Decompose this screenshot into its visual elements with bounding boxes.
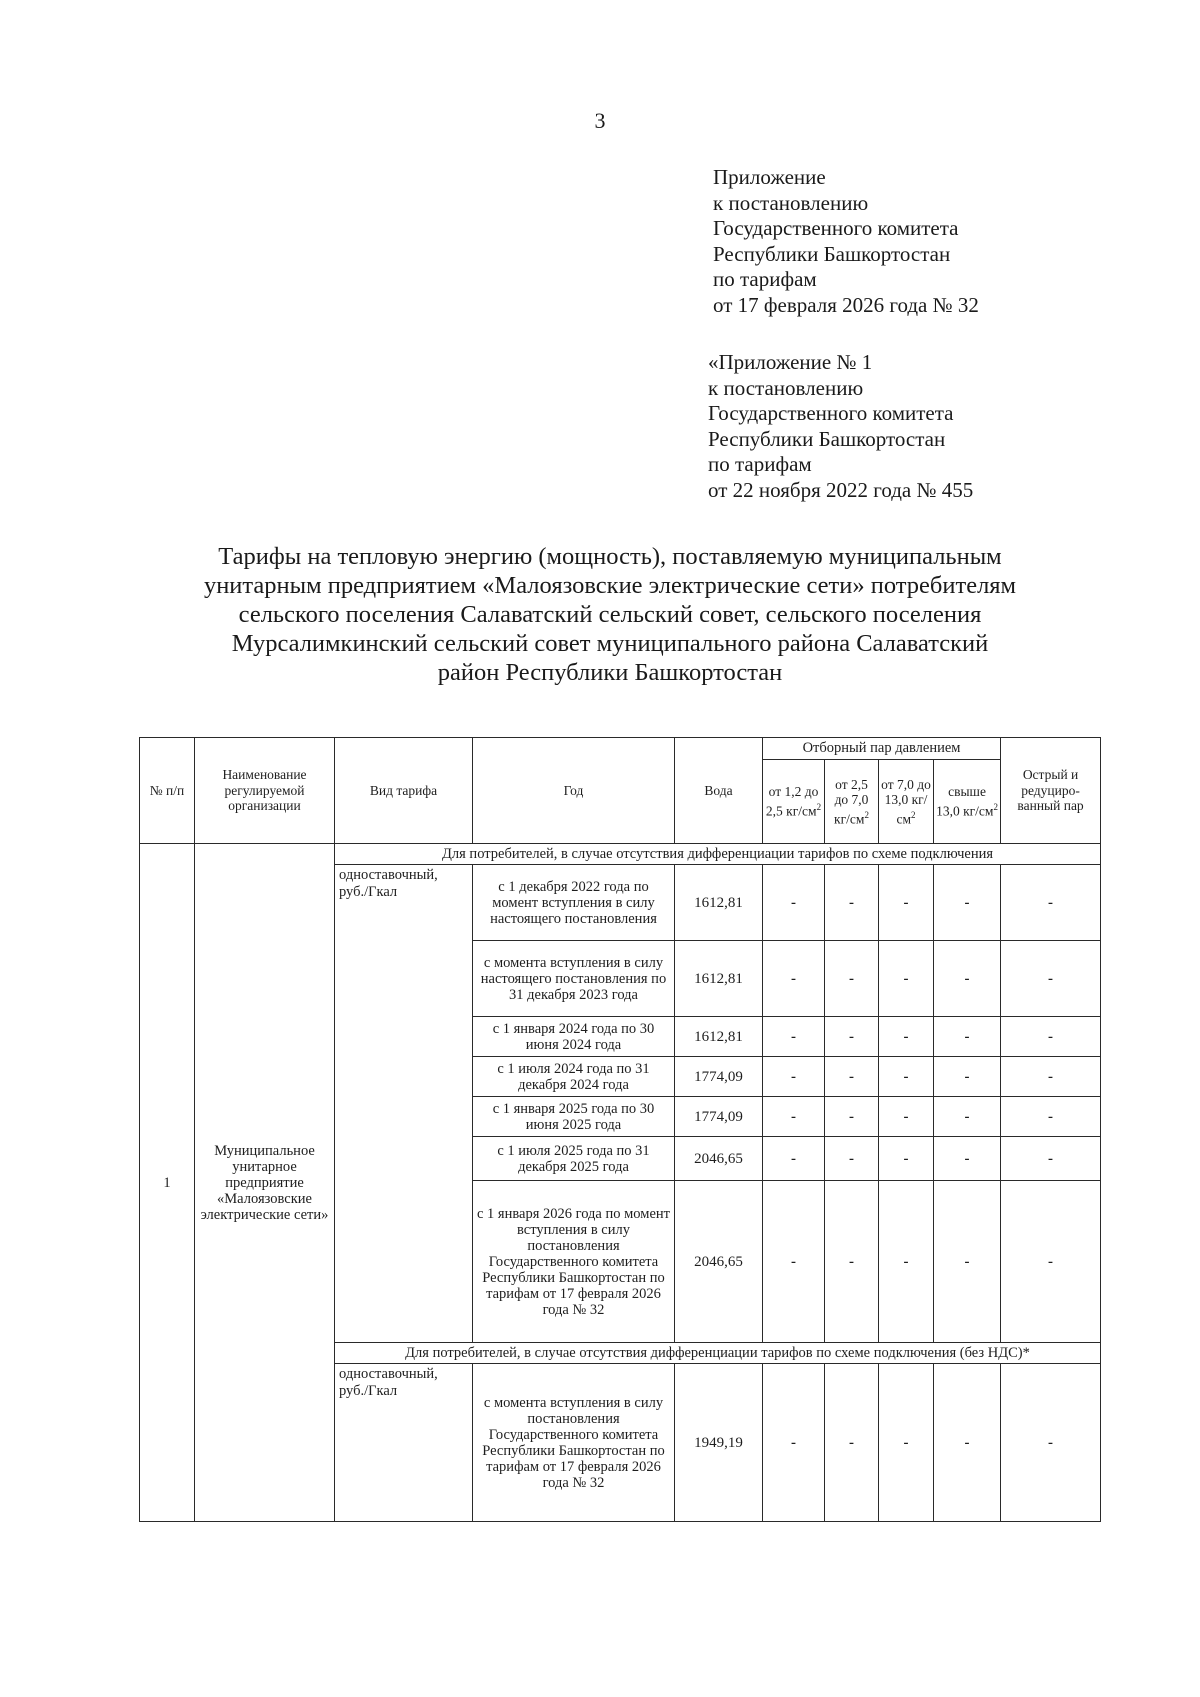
steam-1-value: - (763, 1097, 825, 1137)
sharp-steam-value: - (1001, 865, 1101, 941)
period: с момента вступления в силу постановления Государственного комитета Республики Башкортостан по тарифам от 17 февраля 2026 года № 32 (473, 1364, 675, 1522)
period: с 1 января 2026 года по момент вступления в силу постановления Государственного комитета Республики Башкортостан по тарифам от 17 февраля 2026 года № 32 (473, 1181, 675, 1343)
addendum-line: от 17 февраля 2026 года № 32 (713, 292, 979, 317)
title-line: Тарифы на тепловую энергию (мощность), поставляемую муниципальным (218, 543, 1002, 570)
water-value: 1774,09 (675, 1097, 763, 1137)
steam-3-value: - (879, 1364, 934, 1522)
steam-2-value: - (825, 1097, 879, 1137)
period: с 1 января 2025 года по 30 июня 2025 года (473, 1097, 675, 1137)
steam-2-value: - (825, 1364, 879, 1522)
header-num: № п/п (140, 738, 195, 844)
steam-2-value: - (825, 1057, 879, 1097)
tariff-type: одноставочный, руб./Гкал (335, 865, 473, 1343)
steam-4-value: - (934, 1364, 1001, 1522)
row-number: 1 (140, 844, 195, 1522)
sharp-steam-value: - (1001, 1137, 1101, 1181)
water-value: 1949,19 (675, 1364, 763, 1522)
document-title (150, 542, 1070, 687)
header-steam-3: от 7,0 до 13,0 $кг/см^2$ (879, 760, 934, 844)
water-value: 1774,09 (675, 1057, 763, 1097)
title-line: район Республики Башкортостан (437, 659, 783, 686)
addendum-line: по тарифам (713, 267, 817, 291)
steam-1-value: - (763, 1181, 825, 1343)
water-value: 1612,81 (675, 1017, 763, 1057)
water-value: 1612,81 (675, 865, 763, 941)
addendum-line: Республики Башкортостан (713, 241, 951, 266)
steam-4-value: - (934, 1137, 1001, 1181)
tariff-type: одноставочный, руб./Гкал (335, 1364, 473, 1522)
sharp-steam-value: - (1001, 1057, 1101, 1097)
addendum-line: к постановлению (708, 375, 864, 400)
steam-3-value: - (879, 1181, 934, 1343)
title-line: Мурсалимкинский сельский совет муниципального района Салаватский (231, 630, 989, 657)
addendum-line: по тарифам (708, 452, 812, 476)
group-caption: Для потребителей, в случае отсутствия дифференциации тарифов по схеме подключения (без НДС)* (335, 1343, 1101, 1364)
steam-1-value: - (763, 1017, 825, 1057)
steam-2-value: - (825, 1181, 879, 1343)
addendum-line: Приложение (713, 165, 826, 189)
addendum-current (713, 165, 979, 318)
header-steam-4: свыше 13,0 $кг/см^2$ (934, 760, 1001, 844)
addendum-line: Республики Башкортостан (708, 426, 946, 451)
steam-4-value: - (934, 1097, 1001, 1137)
header-steam-group: Отборный пар давлением (763, 738, 1001, 760)
period: с 1 июля 2024 года по 31 декабря 2024 года (473, 1057, 675, 1097)
sharp-steam-value: - (1001, 1364, 1101, 1522)
addendum-line: Государственного комитета (713, 216, 959, 240)
period: с 1 июля 2025 года по 31 декабря 2025 года (473, 1137, 675, 1181)
steam-4-value: - (934, 865, 1001, 941)
steam-2-value: - (825, 1017, 879, 1057)
addendum-line: от 22 ноября 2022 года № 455 (708, 477, 974, 502)
steam-3-value: - (879, 1137, 934, 1181)
addendum-line: к постановлению (713, 190, 869, 215)
sharp-steam-value: - (1001, 1017, 1101, 1057)
steam-4-value: - (934, 941, 1001, 1017)
steam-2-value: - (825, 1137, 879, 1181)
period: с 1 января 2024 года по 30 июня 2024 года (473, 1017, 675, 1057)
steam-1-value: - (763, 1364, 825, 1522)
steam-4-value: - (934, 1017, 1001, 1057)
sharp-steam-value: - (1001, 1097, 1101, 1137)
water-value: 2046,65 (675, 1181, 763, 1343)
steam-3-value: - (879, 865, 934, 941)
steam-3-value: - (879, 1017, 934, 1057)
water-value: 2046,65 (675, 1137, 763, 1181)
water-value: 1612,81 (675, 941, 763, 1017)
header-steam-2: от 2,5 до 7,0 $кг/см^2$ (825, 760, 879, 844)
addendum-original (708, 350, 973, 503)
period: с момента вступления в силу настоящего постановления по 31 декабря 2023 года (473, 941, 675, 1017)
steam-1-value: - (763, 865, 825, 941)
sharp-steam-value: - (1001, 1181, 1101, 1343)
tariff-table (139, 737, 1101, 1522)
steam-4-value: - (934, 1181, 1001, 1343)
title-line: унитарным предприятием «Малоязовские электрические сети» потребителям (203, 572, 1017, 599)
steam-4-value: - (934, 1057, 1001, 1097)
header-year: Год (473, 738, 675, 844)
period: с 1 декабря 2022 года по момент вступления в силу настоящего постановления (473, 865, 675, 941)
steam-3-value: - (879, 1097, 934, 1137)
title-line: сельского поселения Салаватский сельский совет, сельского поселения (238, 601, 982, 628)
header-steam-1: от 1,2 до 2,5 $кг/см^2$ (763, 760, 825, 844)
sharp-steam-value: - (1001, 941, 1101, 1017)
steam-2-value: - (825, 865, 879, 941)
steam-1-value: - (763, 941, 825, 1017)
steam-2-value: - (825, 941, 879, 1017)
addendum-line: «Приложение № 1 (708, 350, 873, 374)
header-water: Вода (675, 738, 763, 844)
group-caption: Для потребителей, в случае отсутствия дифференциации тарифов по схеме подключения (335, 844, 1101, 865)
steam-1-value: - (763, 1057, 825, 1097)
header-tariff-type: Вид тарифа (335, 738, 473, 844)
steam-1-value: - (763, 1137, 825, 1181)
header-org: Наименование регулируемой организации (195, 738, 335, 844)
addendum-line: Государственного комитета (708, 401, 954, 425)
org-name: Муниципальное унитарное предприятие «Малоязовские электрические сети» (195, 844, 335, 1522)
steam-3-value: - (879, 941, 934, 1017)
header-sharp-steam: Острый и редуциро-ванный пар (1001, 738, 1101, 844)
steam-3-value: - (879, 1057, 934, 1097)
page-number: 3 (594, 108, 606, 133)
